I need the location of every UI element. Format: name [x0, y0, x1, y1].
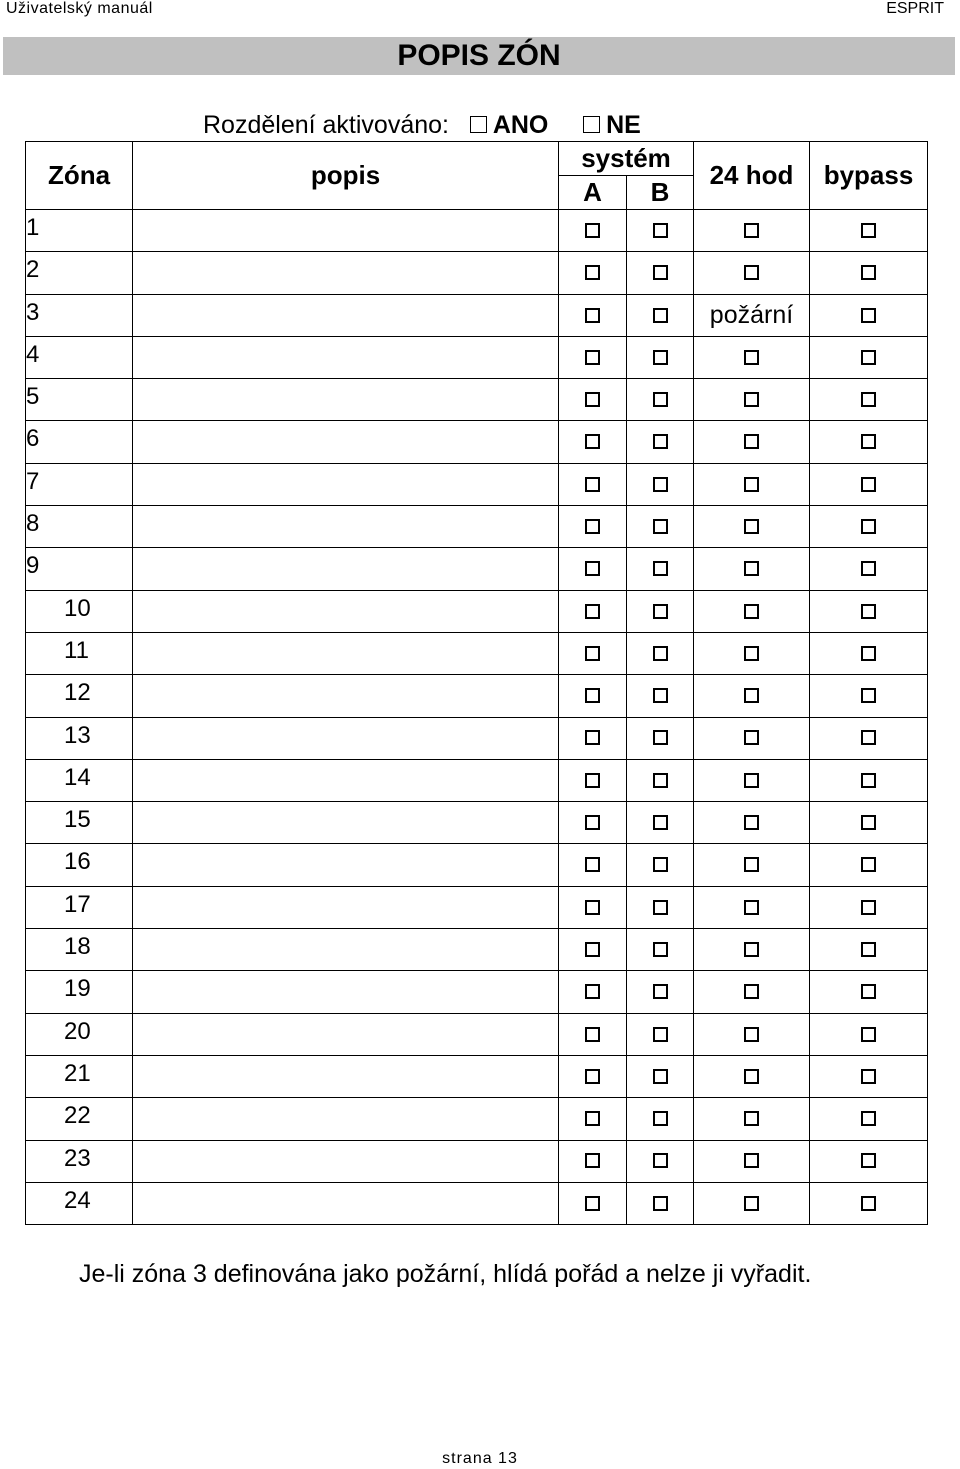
zone-system-a-cell — [559, 844, 627, 886]
zone-bypass-cell — [810, 252, 928, 294]
zone-description-cell[interactable] — [133, 210, 559, 252]
zone-24h-cell — [694, 506, 810, 548]
table-row — [26, 759, 928, 801]
zone-number: 12 — [26, 675, 133, 717]
zone-system-a-checkbox[interactable] — [585, 942, 600, 957]
table-row — [26, 463, 928, 505]
zone-system-b-checkbox[interactable] — [653, 773, 668, 788]
partition-no-checkbox[interactable] — [583, 116, 600, 133]
zone-bypass-cell — [810, 421, 928, 463]
zone-system-b-cell — [627, 590, 694, 632]
zone-system-a-cell — [559, 1013, 627, 1055]
zone-bypass-cell — [810, 717, 928, 759]
table-row — [26, 1013, 928, 1055]
table-row — [26, 336, 928, 378]
zone-bypass-cell — [810, 590, 928, 632]
zone-system-a-checkbox[interactable] — [585, 1111, 600, 1126]
zone-system-b-cell — [627, 802, 694, 844]
zone-number: 10 — [26, 590, 133, 632]
zone-24h-cell — [694, 1055, 810, 1097]
zone-24h-cell — [694, 590, 810, 632]
zone-system-b-cell — [627, 210, 694, 252]
table-row — [26, 1182, 928, 1224]
zone-bypass-checkbox[interactable] — [861, 1196, 876, 1211]
zone-number: 20 — [26, 1013, 133, 1055]
zone-system-b-cell — [627, 548, 694, 590]
zone-system-b-cell — [627, 886, 694, 928]
table-row — [26, 1098, 928, 1140]
zone-bypass-checkbox[interactable] — [861, 477, 876, 492]
zone-system-a-cell — [559, 1182, 627, 1224]
zone-number: 23 — [26, 1140, 133, 1182]
zone-number: 11 — [26, 632, 133, 674]
zone-bypass-cell — [810, 463, 928, 505]
zone-description-cell[interactable] — [133, 1140, 559, 1182]
zone-system-a-checkbox[interactable] — [585, 223, 600, 238]
zone-system-b-cell — [627, 1182, 694, 1224]
zone-system-b-cell — [627, 675, 694, 717]
zone-number: 8 — [26, 506, 133, 548]
zone-24h-checkbox[interactable] — [744, 942, 759, 957]
zone-24h-checkbox[interactable] — [744, 984, 759, 999]
zone-description-cell[interactable] — [133, 844, 559, 886]
table-row — [26, 802, 928, 844]
zone-system-a-cell — [559, 759, 627, 801]
zone-number: 3 — [26, 294, 133, 336]
zone-system-a-cell — [559, 548, 627, 590]
zones-table — [25, 141, 928, 1225]
zone-system-a-checkbox[interactable] — [585, 350, 600, 365]
zone-system-a-cell — [559, 590, 627, 632]
zone-number: 1 — [26, 210, 133, 252]
table-row — [26, 717, 928, 759]
zone-description-cell[interactable] — [133, 548, 559, 590]
zone-system-b-cell — [627, 506, 694, 548]
zone-24h-cell — [694, 675, 810, 717]
zone-description-cell[interactable] — [133, 506, 559, 548]
zone-system-b-cell — [627, 1013, 694, 1055]
zone-system-a-checkbox[interactable] — [585, 815, 600, 830]
zone-24h-cell — [694, 210, 810, 252]
zone-system-b-cell — [627, 632, 694, 674]
zone-description-cell[interactable] — [133, 802, 559, 844]
zone-bypass-checkbox[interactable] — [861, 857, 876, 872]
zone-system-a-checkbox[interactable] — [585, 519, 600, 534]
fire-zone-label: požární — [694, 294, 810, 336]
partition-yes-checkbox[interactable] — [470, 116, 487, 133]
zone-bypass-cell — [810, 1055, 928, 1097]
zone-system-a-checkbox[interactable] — [585, 265, 600, 280]
fire-zone-note: Je-li zóna 3 definována jako požární, hlídá pořád a nelze ji vyřadit. — [79, 1260, 812, 1288]
zone-24h-cell — [694, 336, 810, 378]
title-bar — [3, 37, 955, 75]
table-row — [26, 1140, 928, 1182]
col-header-system: systém — [559, 142, 694, 176]
zone-24h-cell — [694, 759, 810, 801]
zone-number: 2 — [26, 252, 133, 294]
zone-system-b-checkbox[interactable] — [653, 519, 668, 534]
zone-bypass-cell — [810, 336, 928, 378]
zone-system-b-cell — [627, 294, 694, 336]
col-header-description: popis — [133, 142, 559, 210]
zone-24h-checkbox[interactable] — [744, 1153, 759, 1168]
zone-number: 19 — [26, 971, 133, 1013]
zone-description-cell[interactable] — [133, 1182, 559, 1224]
zone-24h-checkbox[interactable] — [744, 1069, 759, 1084]
zone-system-a-checkbox[interactable] — [585, 1153, 600, 1168]
zone-24h-cell — [694, 1013, 810, 1055]
zone-24h-checkbox[interactable] — [744, 392, 759, 407]
zone-bypass-checkbox[interactable] — [861, 519, 876, 534]
zone-system-b-checkbox[interactable] — [653, 308, 668, 323]
zone-system-b-cell — [627, 252, 694, 294]
zone-description-cell[interactable] — [133, 590, 559, 632]
col-header-system-b: B — [627, 176, 694, 210]
col-header-bypass: bypass — [810, 142, 928, 210]
zone-system-b-checkbox[interactable] — [653, 646, 668, 661]
zone-system-a-cell — [559, 294, 627, 336]
zone-24h-checkbox[interactable] — [744, 688, 759, 703]
table-row — [26, 379, 928, 421]
zone-bypass-checkbox[interactable] — [861, 646, 876, 661]
zone-system-b-cell — [627, 971, 694, 1013]
zone-system-a-cell — [559, 463, 627, 505]
zone-system-b-cell — [627, 1098, 694, 1140]
zone-24h-cell — [694, 463, 810, 505]
zone-description-cell[interactable] — [133, 717, 559, 759]
zone-system-a-checkbox[interactable] — [585, 308, 600, 323]
zone-system-a-checkbox[interactable] — [585, 392, 600, 407]
zone-number: 7 — [26, 463, 133, 505]
zone-bypass-cell — [810, 971, 928, 1013]
zone-description-cell[interactable] — [133, 929, 559, 971]
zone-number: 18 — [26, 929, 133, 971]
zone-system-b-checkbox[interactable] — [653, 265, 668, 280]
zone-system-a-cell — [559, 971, 627, 1013]
zone-bypass-cell — [810, 548, 928, 590]
zone-system-a-checkbox[interactable] — [585, 688, 600, 703]
zone-system-a-cell — [559, 717, 627, 759]
table-row — [26, 886, 928, 928]
zone-system-b-cell — [627, 379, 694, 421]
zone-system-a-checkbox[interactable] — [585, 984, 600, 999]
zone-description-cell[interactable] — [133, 1055, 559, 1097]
zone-24h-checkbox[interactable] — [744, 561, 759, 576]
zone-system-a-cell — [559, 506, 627, 548]
table-row — [26, 590, 928, 632]
zone-bypass-checkbox[interactable] — [861, 942, 876, 957]
zone-bypass-cell — [810, 294, 928, 336]
zone-bypass-checkbox[interactable] — [861, 265, 876, 280]
table-row — [26, 929, 928, 971]
zone-bypass-cell — [810, 1013, 928, 1055]
zone-bypass-cell — [810, 506, 928, 548]
zone-system-a-cell — [559, 632, 627, 674]
zone-system-a-cell — [559, 336, 627, 378]
zone-system-b-checkbox[interactable] — [653, 688, 668, 703]
zone-bypass-cell — [810, 1140, 928, 1182]
zone-bypass-checkbox[interactable] — [861, 350, 876, 365]
zone-system-b-cell — [627, 717, 694, 759]
zone-24h-cell — [694, 802, 810, 844]
zone-system-a-cell — [559, 1140, 627, 1182]
zone-system-b-checkbox[interactable] — [653, 392, 668, 407]
zone-system-b-checkbox[interactable] — [653, 434, 668, 449]
zone-description-cell[interactable] — [133, 421, 559, 463]
zone-number: 16 — [26, 844, 133, 886]
table-row — [26, 294, 928, 336]
zone-bypass-checkbox[interactable] — [861, 561, 876, 576]
zone-number: 22 — [26, 1098, 133, 1140]
zone-system-a-checkbox[interactable] — [585, 857, 600, 872]
zone-24h-cell — [694, 1098, 810, 1140]
zone-bypass-checkbox[interactable] — [861, 1153, 876, 1168]
zone-description-cell[interactable] — [133, 252, 559, 294]
partition-yes-label: ANO — [492, 111, 549, 139]
table-row — [26, 632, 928, 674]
zone-description-cell[interactable] — [133, 632, 559, 674]
zone-system-b-checkbox[interactable] — [653, 1027, 668, 1042]
zone-description-cell[interactable] — [133, 379, 559, 421]
zone-24h-checkbox[interactable] — [744, 646, 759, 661]
zone-bypass-cell — [810, 929, 928, 971]
table-row — [26, 675, 928, 717]
table-row — [26, 252, 928, 294]
table-row — [26, 506, 928, 548]
zone-bypass-checkbox[interactable] — [861, 434, 876, 449]
table-row — [26, 548, 928, 590]
zone-bypass-cell — [810, 210, 928, 252]
zone-system-b-checkbox[interactable] — [653, 477, 668, 492]
zone-number: 9 — [26, 548, 133, 590]
zone-24h-checkbox[interactable] — [744, 900, 759, 915]
zone-24h-cell — [694, 252, 810, 294]
header-product-name: ESPRIT — [886, 0, 944, 17]
zone-description-cell[interactable] — [133, 294, 559, 336]
zone-system-b-checkbox[interactable] — [653, 1196, 668, 1211]
zone-system-b-cell — [627, 929, 694, 971]
zone-bypass-cell — [810, 632, 928, 674]
zone-bypass-cell — [810, 675, 928, 717]
zone-system-b-cell — [627, 463, 694, 505]
zone-24h-checkbox[interactable] — [744, 773, 759, 788]
zone-bypass-checkbox[interactable] — [861, 1111, 876, 1126]
zone-24h-checkbox[interactable] — [744, 604, 759, 619]
table-row — [26, 421, 928, 463]
partition-row — [203, 111, 641, 140]
zone-24h-cell — [694, 421, 810, 463]
zone-system-b-checkbox[interactable] — [653, 223, 668, 238]
zone-system-b-cell — [627, 421, 694, 463]
zone-system-a-checkbox[interactable] — [585, 1027, 600, 1042]
zone-24h-checkbox[interactable] — [744, 223, 759, 238]
zone-system-b-checkbox[interactable] — [653, 942, 668, 957]
zone-description-cell[interactable] — [133, 971, 559, 1013]
zone-bypass-checkbox[interactable] — [861, 984, 876, 999]
zone-24h-cell — [694, 548, 810, 590]
zone-system-a-checkbox[interactable] — [585, 900, 600, 915]
zone-description-cell[interactable] — [133, 675, 559, 717]
header-manual-title: Uživatelský manuál — [6, 0, 153, 17]
zone-system-a-cell — [559, 1098, 627, 1140]
zone-system-b-checkbox[interactable] — [653, 1069, 668, 1084]
zone-24h-cell — [694, 971, 810, 1013]
zone-number: 24 — [26, 1182, 133, 1224]
zone-24h-cell — [694, 886, 810, 928]
col-header-system-a: A — [559, 176, 627, 210]
zone-number: 13 — [26, 717, 133, 759]
zone-system-a-cell — [559, 210, 627, 252]
zone-description-cell[interactable] — [133, 463, 559, 505]
zone-description-cell[interactable] — [133, 1013, 559, 1055]
zone-bypass-checkbox[interactable] — [861, 773, 876, 788]
zone-bypass-checkbox[interactable] — [861, 223, 876, 238]
zone-bypass-checkbox[interactable] — [861, 604, 876, 619]
zone-24h-cell — [694, 632, 810, 674]
zone-system-a-cell — [559, 379, 627, 421]
zone-system-b-checkbox[interactable] — [653, 1153, 668, 1168]
partition-no-label: NE — [606, 111, 641, 139]
zone-24h-checkbox[interactable] — [744, 1027, 759, 1042]
zone-24h-checkbox[interactable] — [744, 1111, 759, 1126]
zone-description-cell[interactable] — [133, 886, 559, 928]
zone-bypass-cell — [810, 1182, 928, 1224]
zone-bypass-checkbox[interactable] — [861, 900, 876, 915]
zone-system-a-checkbox[interactable] — [585, 477, 600, 492]
zone-system-a-cell — [559, 421, 627, 463]
zone-24h-checkbox[interactable] — [744, 730, 759, 745]
zone-24h-checkbox[interactable] — [744, 350, 759, 365]
zone-system-a-cell — [559, 929, 627, 971]
zone-system-a-checkbox[interactable] — [585, 434, 600, 449]
zone-system-a-cell — [559, 252, 627, 294]
zone-bypass-checkbox[interactable] — [861, 1027, 876, 1042]
zone-bypass-checkbox[interactable] — [861, 688, 876, 703]
col-header-zone: Zóna — [26, 142, 133, 210]
zone-number: 15 — [26, 802, 133, 844]
zone-24h-cell — [694, 1140, 810, 1182]
zone-24h-checkbox[interactable] — [744, 1196, 759, 1211]
zone-24h-checkbox[interactable] — [744, 815, 759, 830]
zone-system-a-cell — [559, 802, 627, 844]
zone-24h-checkbox[interactable] — [744, 477, 759, 492]
table-row — [26, 1055, 928, 1097]
zone-24h-checkbox[interactable] — [744, 434, 759, 449]
zone-24h-cell — [694, 844, 810, 886]
zone-number: 5 — [26, 379, 133, 421]
zone-24h-checkbox[interactable] — [744, 265, 759, 280]
zone-bypass-cell — [810, 379, 928, 421]
zone-bypass-checkbox[interactable] — [861, 1069, 876, 1084]
zone-system-b-cell — [627, 1140, 694, 1182]
zone-system-a-cell — [559, 1055, 627, 1097]
zone-number: 4 — [26, 336, 133, 378]
zone-system-b-cell — [627, 759, 694, 801]
zone-description-cell[interactable] — [133, 1098, 559, 1140]
zone-system-a-checkbox[interactable] — [585, 646, 600, 661]
zone-system-b-checkbox[interactable] — [653, 857, 668, 872]
zone-bypass-cell — [810, 802, 928, 844]
zone-number: 21 — [26, 1055, 133, 1097]
zone-system-b-cell — [627, 1055, 694, 1097]
zone-system-b-cell — [627, 844, 694, 886]
zone-number: 14 — [26, 759, 133, 801]
col-header-24h: 24 hod — [694, 142, 810, 210]
zone-system-b-checkbox[interactable] — [653, 984, 668, 999]
zone-24h-cell — [694, 929, 810, 971]
zone-system-a-checkbox[interactable] — [585, 1069, 600, 1084]
zone-bypass-cell — [810, 886, 928, 928]
zone-system-b-checkbox[interactable] — [653, 1111, 668, 1126]
zone-description-cell[interactable] — [133, 759, 559, 801]
zone-system-a-checkbox[interactable] — [585, 604, 600, 619]
zone-system-a-checkbox[interactable] — [585, 730, 600, 745]
zone-number: 17 — [26, 886, 133, 928]
zone-description-cell[interactable] — [133, 336, 559, 378]
zone-bypass-checkbox[interactable] — [861, 815, 876, 830]
zone-system-b-checkbox[interactable] — [653, 730, 668, 745]
table-row — [26, 971, 928, 1013]
zone-system-a-checkbox[interactable] — [585, 773, 600, 788]
zone-bypass-checkbox[interactable] — [861, 392, 876, 407]
table-row — [26, 844, 928, 886]
zone-system-b-checkbox[interactable] — [653, 900, 668, 915]
table-row — [26, 210, 928, 252]
zone-number: 6 — [26, 421, 133, 463]
zone-bypass-checkbox[interactable] — [861, 730, 876, 745]
zone-24h-cell — [694, 1182, 810, 1224]
partition-label: Rozdělení aktivováno: — [203, 111, 449, 139]
zone-system-a-cell — [559, 675, 627, 717]
page-number: strana 13 — [442, 1450, 518, 1467]
zone-bypass-cell — [810, 844, 928, 886]
zone-system-a-cell — [559, 886, 627, 928]
zone-system-b-checkbox[interactable] — [653, 561, 668, 576]
zone-24h-cell — [694, 379, 810, 421]
zone-system-b-cell — [627, 336, 694, 378]
page-title: POPIS ZÓN — [397, 39, 561, 72]
zone-24h-checkbox[interactable] — [744, 519, 759, 534]
zone-bypass-checkbox[interactable] — [861, 308, 876, 323]
zone-bypass-cell — [810, 1098, 928, 1140]
zone-system-a-checkbox[interactable] — [585, 1196, 600, 1211]
zone-system-b-checkbox[interactable] — [653, 350, 668, 365]
zone-system-b-checkbox[interactable] — [653, 604, 668, 619]
zone-24h-checkbox[interactable] — [744, 857, 759, 872]
zone-system-b-checkbox[interactable] — [653, 815, 668, 830]
zone-bypass-cell — [810, 759, 928, 801]
zone-24h-cell — [694, 717, 810, 759]
zone-system-a-checkbox[interactable] — [585, 561, 600, 576]
